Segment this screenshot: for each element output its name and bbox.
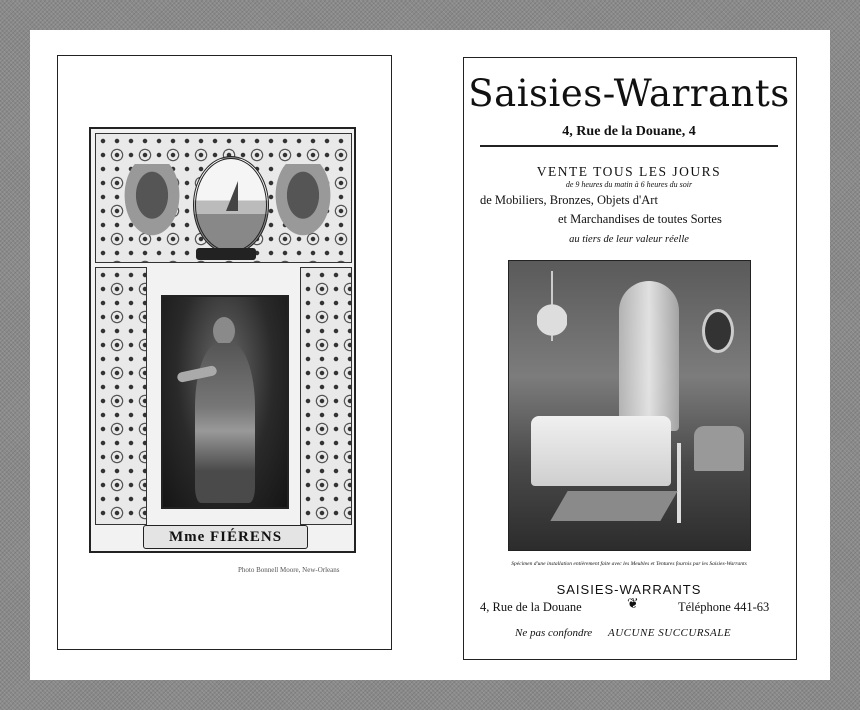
address-line: 4, Rue de la Douane, 4 (562, 124, 696, 139)
figure-head (213, 317, 235, 345)
sale-headline: VENTE TOUS LES JOURS (536, 164, 722, 179)
footer-address: 4, Rue de la Douane (480, 600, 582, 614)
ornament-left-panel (95, 267, 147, 525)
ornament-top-panel (95, 133, 352, 263)
sailboat-medallion (193, 156, 269, 254)
footer-phone: Téléphone 441-63 (678, 600, 770, 614)
portrait-photo (161, 295, 289, 509)
name-banner: Mme FIÉRENS (143, 525, 308, 549)
photo-credit: Photo Bonnell Moore, New-Orleans (238, 566, 340, 574)
ornamental-frame (89, 127, 356, 553)
dragon-left-icon (120, 164, 184, 242)
sail-icon (226, 181, 238, 211)
bed (531, 416, 671, 486)
title-divider (480, 145, 778, 147)
dragon-right-icon (271, 164, 335, 242)
rug (550, 491, 677, 521)
price-note: au tiers de leur valeur réelle (569, 234, 689, 245)
footer-company-name: SAISIES-WARRANTS (556, 582, 702, 597)
chandelier-icon (537, 271, 567, 341)
opening-hours: de 9 heures du matin à 6 heures du soir (565, 180, 693, 189)
footer-note: Ne pas confondre (515, 627, 593, 639)
fleuron-icon: ❦ (627, 597, 639, 612)
oval-mirror-icon (702, 309, 734, 353)
goods-line-1: de Mobiliers, Bronzes, Objets d'Art (480, 193, 658, 207)
ornament-right-panel (300, 267, 352, 525)
bedroom-photo (508, 260, 751, 551)
photo-caption: Spécimen d'une installation entièrement faite avec les Meubles et Tentures fournis par les Saisies-Warrants (511, 561, 747, 567)
page-title: Saisies-Warrants (468, 72, 790, 115)
bed-canopy (619, 281, 679, 431)
settee (694, 426, 744, 471)
goods-line-2: et Marchandises de toutes Sortes (558, 212, 722, 226)
date-plate (196, 248, 256, 260)
footer-note-strong: AUCUNE SUCCURSALE (608, 627, 732, 639)
